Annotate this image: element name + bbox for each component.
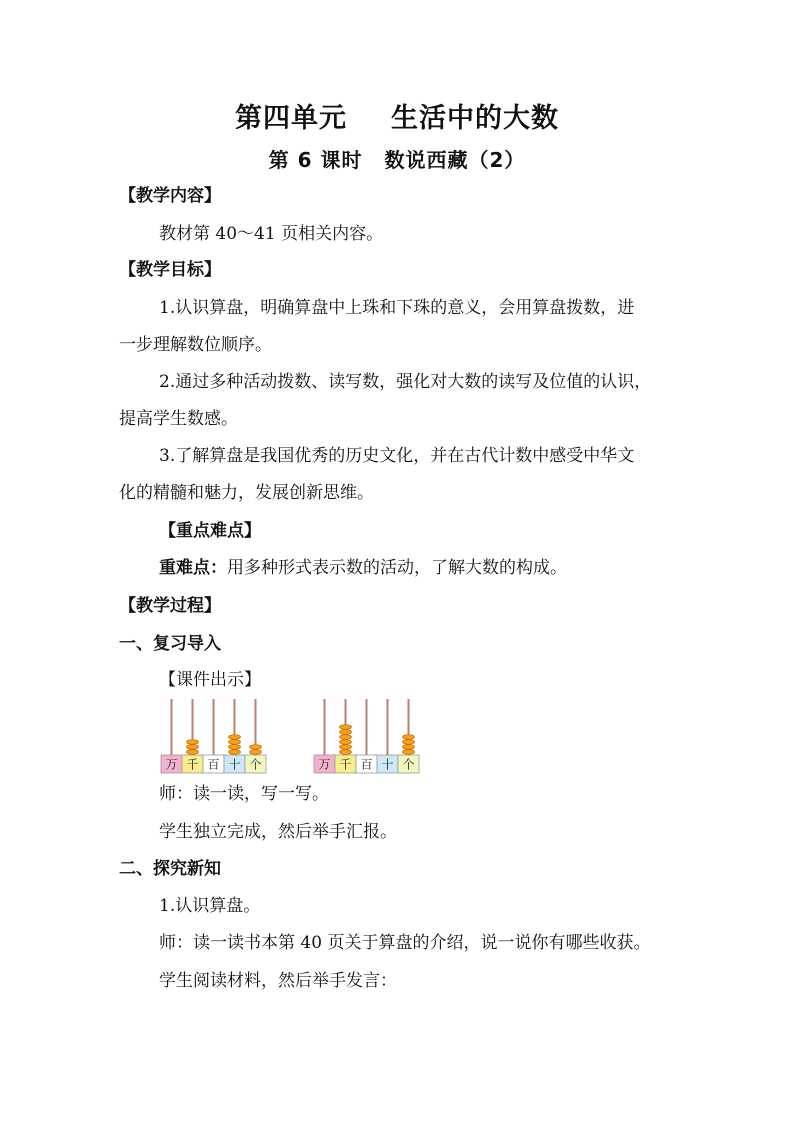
part-2-heading: 二、探究新知 bbox=[119, 859, 221, 879]
abacus-bead bbox=[229, 745, 241, 750]
goal-1-line-2: 一步理解数位顺序。 bbox=[119, 335, 272, 355]
lesson-number: 第 6 课时 bbox=[268, 148, 363, 172]
page-subtitle bbox=[0, 144, 794, 173]
subject-title: 生活中的大数 bbox=[391, 103, 559, 134]
abacus-bead bbox=[340, 745, 352, 750]
abacus-bead bbox=[229, 740, 241, 745]
abacus-bead bbox=[340, 750, 352, 755]
page-title bbox=[0, 96, 794, 135]
abacus-bead bbox=[340, 725, 352, 730]
content-text: 教材第 40～41 页相关内容。 bbox=[159, 224, 384, 244]
goal-3-line-1: 3.了解算盘是我国优秀的历史文化，并在古代计数中感受中华文 bbox=[159, 446, 635, 466]
keypoints-label: 重难点： bbox=[159, 558, 227, 578]
keypoints-text: 用多种形式表示数的活动，了解大数的构成。 bbox=[227, 558, 567, 578]
abacus-bead bbox=[187, 745, 199, 750]
place-label-text: 万 bbox=[318, 757, 331, 772]
keypoints-heading: 【重点难点】 bbox=[159, 521, 261, 541]
unit-title: 第四单元 bbox=[235, 103, 347, 134]
place-label-text: 个 bbox=[249, 757, 262, 772]
courseware-label: 【课件出示】 bbox=[159, 670, 261, 690]
place-label-text: 百 bbox=[360, 757, 373, 772]
abacus-bead bbox=[229, 735, 241, 740]
place-label-text: 十 bbox=[381, 757, 394, 772]
abacus-bead bbox=[340, 730, 352, 735]
student-activity-1: 学生独立完成，然后举手汇报。 bbox=[159, 822, 397, 842]
abacus-bead bbox=[250, 745, 262, 750]
content-heading: 【教学内容】 bbox=[119, 186, 221, 206]
abacus-bead bbox=[403, 745, 415, 750]
keypoints-paragraph bbox=[159, 556, 567, 580]
abacus-bead bbox=[250, 750, 262, 755]
place-label-text: 十 bbox=[228, 757, 241, 772]
place-label-text: 千 bbox=[339, 757, 352, 772]
goal-1-line-1: 1.认识算盘，明确算盘中上珠和下珠的意义，会用算盘拨数，进 bbox=[159, 298, 635, 318]
abacus-bead bbox=[340, 740, 352, 745]
goal-2-line-2: 提高学生数感。 bbox=[119, 409, 238, 429]
abacus-bead bbox=[187, 750, 199, 755]
place-label-text: 万 bbox=[165, 757, 178, 772]
place-label-text: 百 bbox=[207, 757, 220, 772]
place-label-text: 千 bbox=[186, 757, 199, 772]
goals-heading: 【教学目标】 bbox=[119, 260, 221, 280]
teacher-prompt-1: 师：读一读，写一写。 bbox=[159, 784, 329, 804]
student-activity-2: 学生阅读材料，然后举手发言： bbox=[159, 971, 397, 991]
abacus-bead bbox=[403, 735, 415, 740]
counting-board-2 bbox=[313, 697, 423, 775]
abacus-bead bbox=[403, 750, 415, 755]
abacus-bead bbox=[187, 740, 199, 745]
goal-3-line-2: 化的精髓和魅力，发展创新思维。 bbox=[119, 483, 374, 503]
place-label-text: 个 bbox=[402, 757, 415, 772]
process-heading: 【教学过程】 bbox=[119, 596, 221, 616]
step-1: 1.认识算盘。 bbox=[159, 896, 261, 916]
teacher-prompt-2: 师：读一读书本第 40 页关于算盘的介绍，说一说你有哪些收获。 bbox=[159, 933, 651, 953]
abacus-bead bbox=[229, 750, 241, 755]
counting-board-1 bbox=[160, 697, 270, 775]
abacus-bead bbox=[403, 740, 415, 745]
part-1-heading: 一、复习导入 bbox=[119, 634, 221, 654]
abacus-bead bbox=[340, 735, 352, 740]
goal-2-line-1: 2.通过多种活动拨数、读写数，强化对大数的读写及位值的认识， bbox=[159, 372, 652, 392]
lesson-topic: 数说西藏（2） bbox=[384, 148, 526, 172]
